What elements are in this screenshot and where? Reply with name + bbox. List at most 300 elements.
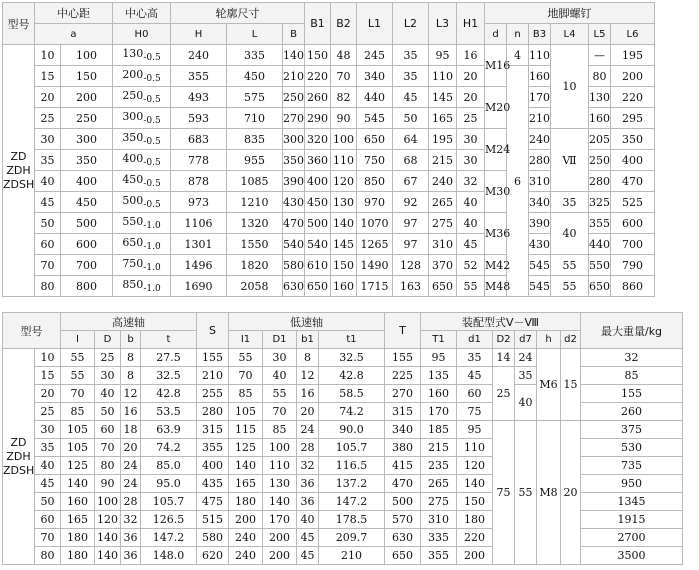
L6-cell: 860 [611, 276, 655, 297]
size-cell: 35 [35, 150, 61, 171]
I1-cell: 125 [229, 439, 263, 457]
B2-cell: 120 [331, 171, 357, 192]
h0-value: 300 [122, 109, 144, 123]
H1-cell: 16 [457, 45, 485, 66]
size-cell: 80 [35, 276, 61, 297]
b-cell: 24 [121, 475, 141, 493]
B2-cell: 140 [331, 213, 357, 234]
weight-cell: 375 [581, 421, 683, 439]
L6-cell: 295 [611, 108, 655, 129]
L4-cell: 55 [551, 276, 589, 297]
L-cell: 955 [227, 150, 283, 171]
h0-value: 750 [122, 256, 144, 270]
H1-cell: 45 [457, 234, 485, 255]
B-cell: 250 [283, 87, 305, 108]
weight-cell: 85 [581, 367, 683, 385]
table-row [3, 385, 683, 403]
B-cell: 470 [283, 213, 305, 234]
I-cell: 55 [61, 349, 95, 367]
B2-cell: 110 [331, 150, 357, 171]
size-cell: 10 [35, 349, 61, 367]
B3-cell: 210 [529, 108, 551, 129]
size-cell: 70 [35, 255, 61, 276]
sub-n: n [507, 24, 529, 45]
L6-cell: 700 [611, 234, 655, 255]
t-cell: 148.0 [141, 547, 197, 565]
L6-cell: 790 [611, 255, 655, 276]
sub-I: I [61, 331, 95, 349]
B1-cell: 220 [305, 66, 331, 87]
B3-cell: 310 [529, 171, 551, 192]
I-cell: 55 [61, 367, 95, 385]
header-B2: B2 [331, 3, 357, 45]
L-cell: 450 [227, 66, 283, 87]
size-cell: 70 [35, 529, 61, 547]
I1-cell: 165 [229, 475, 263, 493]
L-cell: 575 [227, 87, 283, 108]
L-cell: 835 [227, 129, 283, 150]
L1-cell: 1265 [357, 234, 393, 255]
tolerance: -1.0 [143, 221, 161, 232]
b1-cell: 45 [297, 529, 319, 547]
H-cell: 1496 [171, 255, 227, 276]
L3-cell: 110 [429, 66, 457, 87]
S-cell: 210 [197, 367, 229, 385]
header-B1: B1 [305, 3, 331, 45]
table-row [3, 150, 699, 171]
H-cell: 355 [171, 66, 227, 87]
b1-cell: 16 [297, 385, 319, 403]
table-row [3, 511, 683, 529]
b1-cell: 40 [297, 511, 319, 529]
table-row [3, 547, 683, 565]
S-cell: 435 [197, 475, 229, 493]
I-cell: 85 [61, 403, 95, 421]
d7-cell: 24 [515, 349, 537, 367]
table-row [3, 367, 683, 385]
L-cell: 1550 [227, 234, 283, 255]
d-cell: M42 [485, 255, 507, 276]
sub-D2: D2 [493, 331, 515, 349]
d1-cell: 220 [457, 529, 493, 547]
d7-cell: 55 [515, 421, 537, 565]
L1-cell: 440 [357, 87, 393, 108]
B-cell: 300 [283, 129, 305, 150]
B-cell: 350 [283, 150, 305, 171]
t-cell: 105.7 [141, 493, 197, 511]
L5-cell: 250 [589, 150, 611, 171]
L4-cell: 40 [551, 213, 589, 255]
b-cell: 20 [121, 439, 141, 457]
tolerance: -0.5 [143, 53, 161, 64]
I-cell: 105 [61, 421, 95, 439]
B3-cell: 110 [529, 45, 551, 66]
b-cell: 36 [121, 547, 141, 565]
sub-D: D [95, 331, 121, 349]
L3-cell: 95 [429, 45, 457, 66]
L2-cell: 35 [393, 45, 429, 66]
D1-cell: 110 [263, 457, 297, 475]
t1-cell: 178.5 [319, 511, 385, 529]
S-cell: 620 [197, 547, 229, 565]
d7-cell: 35 [515, 367, 537, 385]
H-cell: 493 [171, 87, 227, 108]
B-cell: 430 [283, 192, 305, 213]
table-row [3, 529, 683, 547]
b1-cell: 36 [297, 475, 319, 493]
I-cell: 125 [61, 457, 95, 475]
D-cell: 25 [95, 349, 121, 367]
L2-cell: 163 [393, 276, 429, 297]
B2-cell: 145 [331, 234, 357, 255]
S-cell: 355 [197, 439, 229, 457]
a-cell: 100 [61, 45, 113, 66]
I1-cell: 240 [229, 529, 263, 547]
size-cell: 25 [35, 403, 61, 421]
d1-cell: 95 [457, 421, 493, 439]
size-cell: 30 [35, 129, 61, 150]
D-cell: 140 [95, 547, 121, 565]
L6-cell: 200 [611, 66, 655, 87]
D2-cell: 14 [493, 349, 515, 367]
a-cell: 200 [61, 87, 113, 108]
b1-cell: 20 [297, 403, 319, 421]
sub-a: a [35, 24, 113, 45]
L5-cell: 650 [589, 276, 611, 297]
I1-cell: 240 [229, 547, 263, 565]
D-cell: 140 [95, 529, 121, 547]
B3-cell: 545 [529, 255, 551, 276]
L3-cell: 240 [429, 171, 457, 192]
tolerance: -0.5 [143, 200, 161, 211]
L5-cell: 550 [589, 255, 611, 276]
a-cell: 500 [61, 213, 113, 234]
sub-t1: t1 [319, 331, 385, 349]
T-cell: 630 [385, 529, 421, 547]
sub-t: t [141, 331, 197, 349]
B1-cell: 540 [305, 234, 331, 255]
table-row [3, 66, 699, 87]
T1-cell: 95 [421, 349, 457, 367]
L2-cell: 97 [393, 213, 429, 234]
h0-cell [113, 87, 171, 108]
header-T: T [385, 313, 421, 349]
t1-cell: 90.0 [319, 421, 385, 439]
D1-cell: 100 [263, 439, 297, 457]
table-row [3, 129, 699, 150]
d-cell: M30 [485, 171, 507, 213]
h0-value: 450 [122, 172, 144, 186]
L4-cell: Ⅶ [551, 129, 589, 192]
size-cell: 20 [35, 385, 61, 403]
t1-cell: 209.7 [319, 529, 385, 547]
T-cell: 340 [385, 421, 421, 439]
I-cell: 180 [61, 529, 95, 547]
t1-cell: 32.5 [319, 349, 385, 367]
header-L1: L1 [357, 3, 393, 45]
a-cell: 800 [61, 276, 113, 297]
shaft-dimensions-table [2, 312, 683, 565]
D-cell: 80 [95, 457, 121, 475]
table-row [3, 255, 699, 276]
S-cell: 315 [197, 421, 229, 439]
tolerance: -0.5 [143, 116, 161, 127]
d1-cell: 150 [457, 493, 493, 511]
B2-cell: 70 [331, 66, 357, 87]
tolerance: -0.5 [143, 137, 161, 148]
L5-cell: 280 [589, 171, 611, 192]
d1-cell: 200 [457, 547, 493, 565]
sub-b1: b1 [297, 331, 319, 349]
sub-d7: d7 [515, 331, 537, 349]
h0-value: 200 [122, 67, 144, 81]
B-cell: 390 [283, 171, 305, 192]
sub-H: H [171, 24, 227, 45]
L-cell: 1210 [227, 192, 283, 213]
H-cell: 1106 [171, 213, 227, 234]
L1-cell: 1070 [357, 213, 393, 234]
header-low-speed-shaft: 低速轴 [229, 313, 385, 331]
I1-cell: 85 [229, 385, 263, 403]
table-row [3, 192, 699, 213]
header-H1: H1 [457, 3, 485, 45]
d1-cell: 180 [457, 511, 493, 529]
I-cell: 180 [61, 547, 95, 565]
I1-cell: 70 [229, 367, 263, 385]
S-cell: 580 [197, 529, 229, 547]
tolerance: -1.0 [143, 284, 161, 295]
T-cell: 650 [385, 547, 421, 565]
h-cell: M8 [537, 421, 561, 565]
B-cell: 140 [283, 45, 305, 66]
model-name: ZDH [6, 449, 31, 463]
weight-cell: 260 [581, 403, 683, 421]
h0-cell [113, 45, 171, 66]
weight-cell: 2700 [581, 529, 683, 547]
weight-cell: 32 [581, 349, 683, 367]
I-cell: 105 [61, 439, 95, 457]
L2-cell: 68 [393, 150, 429, 171]
D2-cell: 25 [493, 367, 515, 421]
L5-cell: 80 [589, 66, 611, 87]
L5-cell: 440 [589, 234, 611, 255]
B3-cell: 240 [529, 129, 551, 150]
B-cell: 580 [283, 255, 305, 276]
T-cell: 315 [385, 403, 421, 421]
b-cell: 8 [121, 367, 141, 385]
b-cell: 8 [121, 349, 141, 367]
sub-H0: H0 [113, 24, 171, 45]
table-row [3, 349, 683, 367]
H1-cell: 20 [457, 66, 485, 87]
B1-cell: 610 [305, 255, 331, 276]
L1-cell: 970 [357, 192, 393, 213]
B1-cell: 650 [305, 276, 331, 297]
L1-cell: 1490 [357, 255, 393, 276]
a-cell: 700 [61, 255, 113, 276]
L3-cell: 265 [429, 192, 457, 213]
I-cell: 165 [61, 511, 95, 529]
tolerance: -0.5 [143, 95, 161, 106]
d1-cell: 75 [457, 403, 493, 421]
h0-value: 250 [122, 88, 144, 102]
header-high-speed-shaft: 高速轴 [61, 313, 197, 331]
B2-cell: 130 [331, 192, 357, 213]
T1-cell: 185 [421, 421, 457, 439]
B3-cell: 545 [529, 276, 551, 297]
T-cell: 380 [385, 439, 421, 457]
h0-value: 550 [122, 214, 144, 228]
D1-cell: 70 [263, 403, 297, 421]
L2-cell: 45 [393, 87, 429, 108]
T1-cell: 170 [421, 403, 457, 421]
header-S: S [197, 313, 229, 349]
sub-L: L [227, 24, 283, 45]
T1-cell: 355 [421, 547, 457, 565]
sub-b: b [121, 331, 141, 349]
D-cell: 70 [95, 439, 121, 457]
h0-cell [113, 234, 171, 255]
L2-cell: 35 [393, 66, 429, 87]
t-cell: 147.2 [141, 529, 197, 547]
t-cell: 42.8 [141, 385, 197, 403]
b-cell: 32 [121, 511, 141, 529]
H1-cell: 40 [457, 192, 485, 213]
L5-cell: 355 [589, 213, 611, 234]
header-L3: L3 [429, 3, 457, 45]
d7-cell: 40 [515, 385, 537, 421]
L-cell: 2058 [227, 276, 283, 297]
d-cell: M48 [485, 276, 507, 297]
B3-cell: 430 [529, 234, 551, 255]
B3-cell: 280 [529, 150, 551, 171]
B-cell: 540 [283, 234, 305, 255]
D1-cell: 40 [263, 367, 297, 385]
table-row [3, 45, 699, 66]
a-cell: 350 [61, 150, 113, 171]
t1-cell: 116.5 [319, 457, 385, 475]
h0-cell [113, 108, 171, 129]
D1-cell: 55 [263, 385, 297, 403]
H1-cell: 30 [457, 129, 485, 150]
dimensions-table [2, 2, 699, 297]
h0-value: 850 [122, 277, 144, 291]
D-cell: 120 [95, 511, 121, 529]
L5-cell: 160 [589, 108, 611, 129]
L-cell: 1820 [227, 255, 283, 276]
L3-cell: 650 [429, 276, 457, 297]
t-cell: 63.9 [141, 421, 197, 439]
t1-cell: 210 [319, 547, 385, 565]
size-cell: 60 [35, 234, 61, 255]
T1-cell: 135 [421, 367, 457, 385]
H1-cell: 55 [457, 276, 485, 297]
t-cell: 74.2 [141, 439, 197, 457]
h0-cell [113, 66, 171, 87]
T1-cell: 310 [421, 511, 457, 529]
H-cell: 240 [171, 45, 227, 66]
d-cell: M20 [485, 87, 507, 129]
b1-cell: 24 [297, 421, 319, 439]
B2-cell: 48 [331, 45, 357, 66]
b-cell: 16 [121, 403, 141, 421]
model-name: ZDSH [3, 177, 35, 191]
sub-I1: I1 [229, 331, 263, 349]
L5-cell: 325 [589, 192, 611, 213]
I1-cell: 115 [229, 421, 263, 439]
D1-cell: 140 [263, 493, 297, 511]
B1-cell: 150 [305, 45, 331, 66]
model-name: ZD [10, 435, 27, 449]
d1-cell: 140 [457, 475, 493, 493]
d1-cell: 35 [457, 349, 493, 367]
I1-cell: 180 [229, 493, 263, 511]
size-cell: 45 [35, 192, 61, 213]
header-max-weight: 最大重量/kg [581, 313, 683, 349]
size-cell: 40 [35, 171, 61, 192]
H1-cell: 25 [457, 108, 485, 129]
a-cell: 400 [61, 171, 113, 192]
L3-cell: 370 [429, 255, 457, 276]
h0-value: 350 [122, 130, 144, 144]
H-cell: 683 [171, 129, 227, 150]
T-cell: 570 [385, 511, 421, 529]
L3-cell: 145 [429, 87, 457, 108]
L1-cell: 245 [357, 45, 393, 66]
S-cell: 255 [197, 385, 229, 403]
sub-L6: L6 [611, 24, 655, 45]
L2-cell: 67 [393, 171, 429, 192]
header-center-height: 中心高 [113, 3, 171, 24]
L4-cell: 35 [551, 192, 589, 213]
table-row [3, 439, 683, 457]
h0-cell [113, 150, 171, 171]
T1-cell: 235 [421, 457, 457, 475]
header-model: 型号 [3, 3, 35, 45]
h0-cell [113, 276, 171, 297]
T-cell: 225 [385, 367, 421, 385]
S-cell: 515 [197, 511, 229, 529]
a-cell: 600 [61, 234, 113, 255]
d-cell: M24 [485, 129, 507, 171]
H1-cell: 40 [457, 213, 485, 234]
d2-cell: 15 [561, 349, 581, 421]
I1-cell: 105 [229, 403, 263, 421]
model-name: ZDSH [3, 463, 35, 477]
D-cell: 50 [95, 403, 121, 421]
t-cell: 27.5 [141, 349, 197, 367]
L3-cell: 310 [429, 234, 457, 255]
header-outline: 轮廓尺寸 [171, 3, 305, 24]
size-cell: 30 [35, 421, 61, 439]
h0-cell [113, 255, 171, 276]
T-cell: 470 [385, 475, 421, 493]
t-cell: 85.0 [141, 457, 197, 475]
t-cell: 95.0 [141, 475, 197, 493]
L6-cell: 195 [611, 45, 655, 66]
tolerance: -0.5 [143, 158, 161, 169]
sub-d: d [485, 24, 507, 45]
L6-cell: 525 [611, 192, 655, 213]
L-cell: 710 [227, 108, 283, 129]
L2-cell: 50 [393, 108, 429, 129]
L-cell: 335 [227, 45, 283, 66]
L3-cell: 215 [429, 150, 457, 171]
d1-cell: 120 [457, 457, 493, 475]
T1-cell: 335 [421, 529, 457, 547]
H1-cell: 20 [457, 87, 485, 108]
d-cell: M16 [485, 45, 507, 87]
